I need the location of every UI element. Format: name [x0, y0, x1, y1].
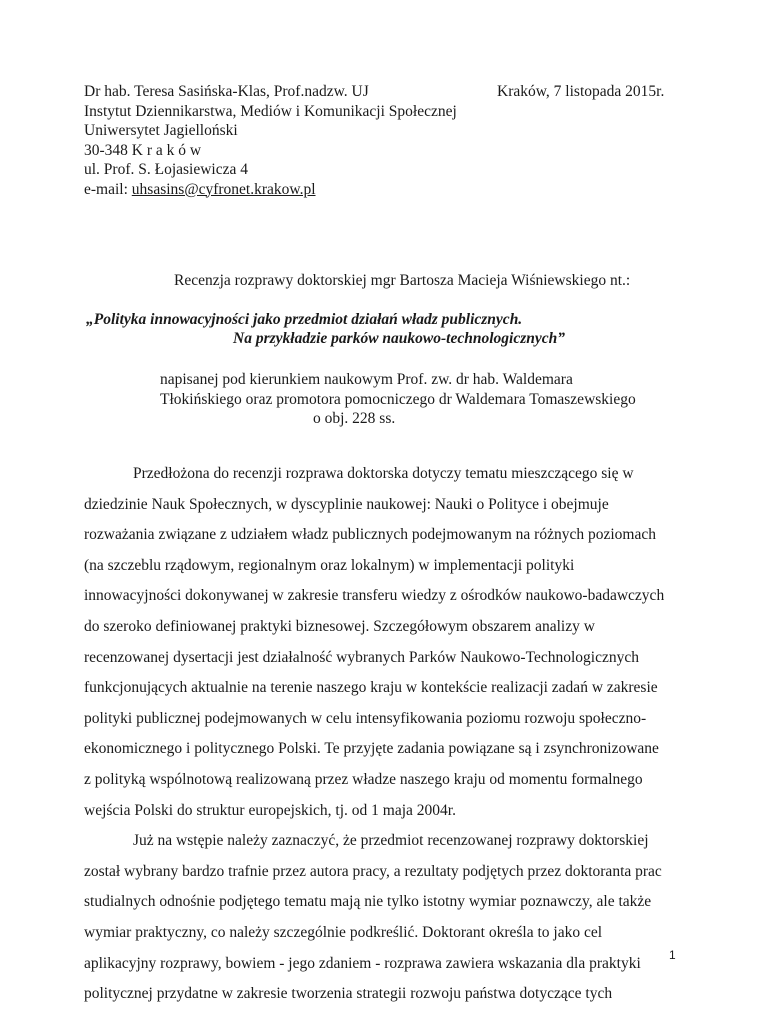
body-line: (na szczeblu rządowym, regionalnym oraz lokalnym) w implementacji polityki	[84, 556, 575, 574]
dissertation-title-line-2: Na przykładzie parków naukowo-technologicznych”	[233, 330, 565, 347]
body-line: ekonomicznego i politycznego Polski. Te przyjęte zadania powiązane są i zsynchronizowane	[84, 740, 659, 758]
body-line: rozważania związane z udziałem władz publicznych podejmowanym na różnych poziomach	[84, 526, 656, 544]
body-line: z polityką wspólnotową realizowaną przez władze naszego kraju od momentu formalnego	[84, 770, 643, 788]
body-line: do szeroko definiowanej praktyki biznesowej. Szczegółowym obszarem analizy w	[84, 617, 595, 635]
body-line: recenzowanej dysertacji jest działalność wybranych Parków Naukowo-Technologicznych	[84, 648, 639, 666]
body-line: funkcjonujących aktualnie na terenie naszego kraju w kontekście realizacji zadań w zakresie	[84, 679, 658, 697]
sender-institute: Instytut Dziennikarstwa, Mediów i Komunikacji Społecznej	[84, 102, 457, 120]
body-line: wejścia Polski do struktur europejskich, tj. od 1 maja 2004r.	[84, 801, 456, 819]
body-line: studialnych odnośnie podjętego tematu mają nie tylko istotny wymiar poznawczy, ale także	[84, 893, 652, 911]
review-heading: Recenzja rozprawy doktorskiej mgr Bartosza Macieja Wiśniewskiego nt.:	[174, 272, 631, 289]
body-line: wymiar praktyczny, co należy szczególnie podkreślić. Doktorant określa to jako cel	[84, 923, 603, 941]
dissertation-title-line-1: „Polityka innowacyjności jako przedmiot działań władz publicznych.	[86, 311, 523, 328]
page-number: 1	[669, 948, 676, 962]
supervision-line-2: Tłokińskiego oraz promotora pomocniczego dr Waldemara Tomaszewskiego	[160, 390, 636, 408]
email-label: e-mail:	[84, 180, 132, 198]
body-line: Już na wstępie należy zaznaczyć, że przedmiot recenzowanej rozprawy doktorskiej	[133, 832, 649, 850]
body-line: został wybrany bardzo trafnie przez autora pracy, a rezultaty podjętych przez doktoranta prac	[84, 862, 662, 880]
supervision-block	[160, 370, 636, 429]
body-line: dziedzinie Nauk Społecznych, w dyscyplinie naukowej: Nauki o Polityce i obejmuje	[84, 495, 609, 513]
supervision-line-1: napisanej pod kierunkiem naukowym Prof. zw. dr hab. Waldemara	[160, 371, 573, 388]
body-line: innowacyjności dokonywanej w zakresie transferu wiedzy z ośrodków naukowo-badawczych	[84, 587, 665, 605]
sender-name: Dr hab. Teresa Sasińska-Klas, Prof.nadzw. UJ	[84, 83, 369, 100]
body-line: polityki publicznej podejmowanych w celu intensyfikowania poziomu rozwoju społeczno-	[84, 709, 647, 727]
sender-address-block	[84, 82, 457, 199]
sender-city: 30-348 K r a k ó w	[84, 141, 202, 159]
sender-street: ul. Prof. S. Łojasiewicza 4	[84, 161, 249, 178]
body-line: politycznej przydatne w zakresie tworzenia strategii rozwoju państwa dotyczące tych	[84, 985, 613, 1003]
supervision-line-3: o obj. 228 ss.	[313, 410, 396, 427]
sender-email-line	[84, 180, 457, 200]
body-line: aplikacyjny rozprawy, bowiem - jego zdaniem - rozprawa zawiera wskazania dla praktyki	[84, 954, 641, 972]
email-link[interactable]: uhsasins@cyfronet.krakow.pl	[131, 180, 316, 198]
letter-date: Kraków, 7 listopada 2015r.	[497, 83, 665, 100]
sender-university: Uniwersytet Jagielloński	[84, 122, 238, 139]
body-line: Przedłożona do recenzji rozprawa doktorska dotyczy tematu mieszczącego się w	[133, 465, 634, 482]
review-body	[84, 459, 688, 1010]
